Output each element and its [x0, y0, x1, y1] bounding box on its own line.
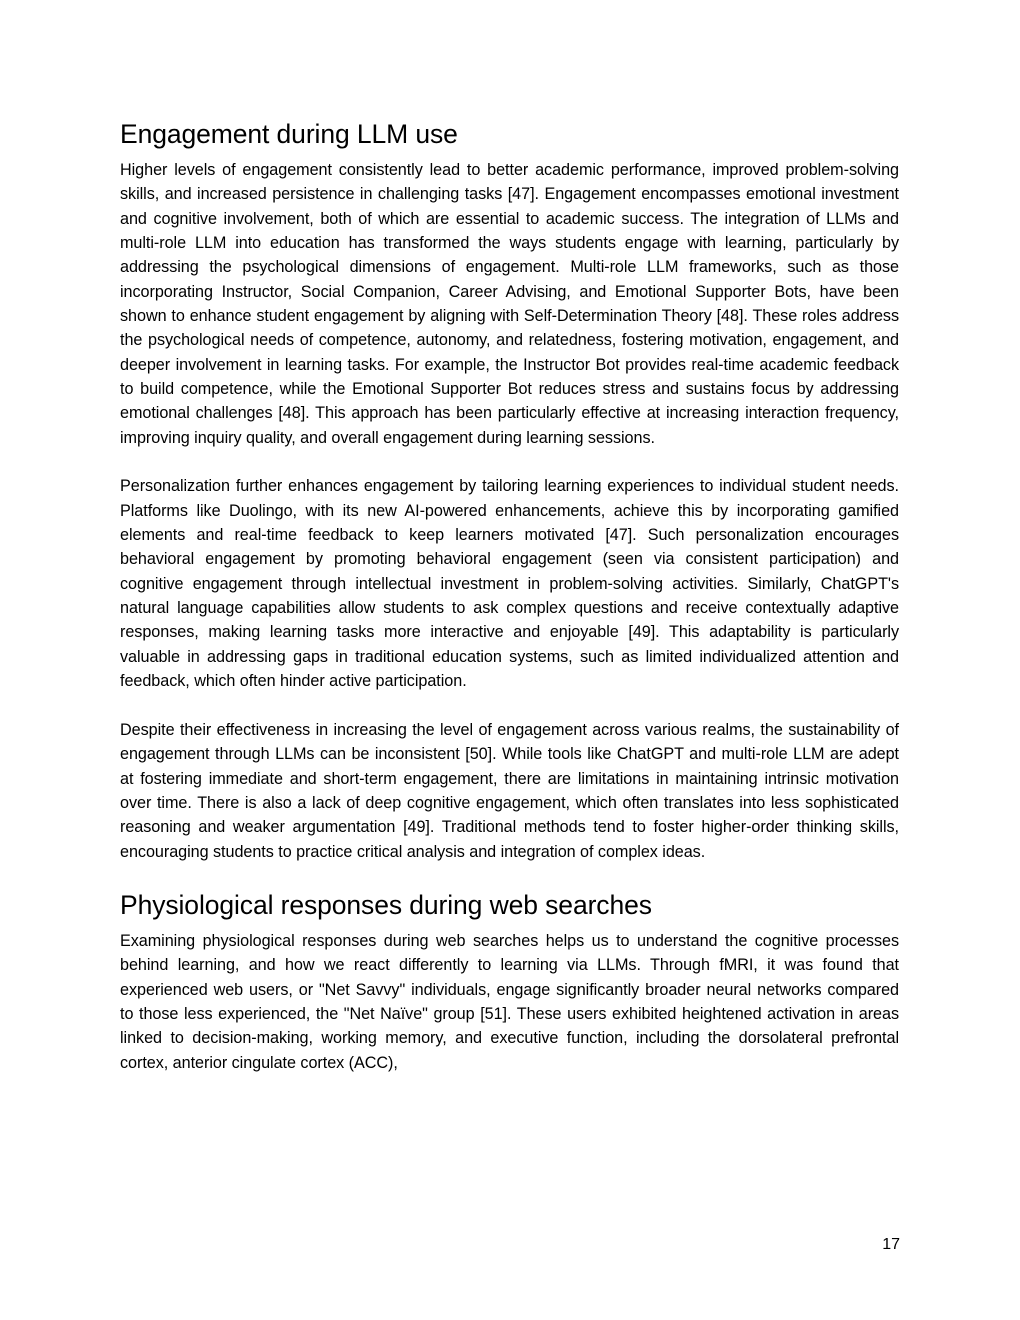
paragraph: Personalization further enhances engagement by tailoring learning experiences to individual student needs. Platforms like Duolingo, with its new AI-powered enhancements, achieve this by incorporating gamified elements and real-time feedback to keep learners motivated [47]. Such personalization encourages behavioral engagement by promoting behavioral engagement (seen via consistent participation) and cognitive engagement through intellectual investment in problem-solving activities. Similarly, ChatGPT's natural language capabilities allow students to ask complex questions and receive contextually adaptive responses, making learning tasks more interactive and enjoyable [49]. This adaptability is particularly valuable in addressing gaps in traditional education systems, such as limited individualized attention and feedback, which often hinder active participation. [120, 477, 899, 691]
section-heading: Engagement during LLM use [120, 119, 458, 149]
section-heading: Physiological responses during web searches [120, 889, 652, 920]
section-physiological-responses [120, 887, 899, 1075]
paragraph: Examining physiological responses during web searches helps us to understand the cognitive processes behind learning, and how we react differently to learning via LLMs. Through fMRI, it was found that experienced web users, or "Net Savvy" individuals, engage significantly broader neural networks compared to those less experienced, the "Net Naïve" group [51]. These users exhibited heightened activation in areas linked to decision-making, working memory, and executive function, including the dorsolateral prefrontal cortex, anterior cingulate cortex (ACC), [120, 931, 899, 1072]
paragraph: Despite their effectiveness in increasing the level of engagement across various realms, the sustainability of engagement through LLMs can be inconsistent [50]. While tools like ChatGPT and multi-role LLM are adept at fostering immediate and short-term engagement, there are limitations in maintaining intrinsic motivation over time. There is also a lack of deep cognitive engagement, which often translates into less sophisticated reasoning and weaker argumentation [49]. Traditional methods tend to foster higher-order thinking skills, encouraging students to practice critical analysis and integration of complex ideas. [120, 720, 899, 861]
paragraph: Higher levels of engagement consistently lead to better academic performance, improved problem-solving skills, and increased persistence in challenging tasks [47]. Engagement encompasses emotional investment and cognitive involvement, both of which are essential to academic success. The integration of LLMs and multi-role LLM into education has transformed the ways students engage with learning, particularly by addressing the psychological dimensions of engagement. Multi-role LLM frameworks, such as those incorporating Instructor, Social Companion, Career Advising, and Emotional Supporter Bots, have been shown to enhance student engagement by aligning with Self-Determination Theory [48]. These roles address the psychological needs of competence, autonomy, and relatedness, fostering motivation, engagement, and deeper involvement in learning tasks. For example, the Instructor Bot provides real-time academic feedback to build competence, while the Emotional Supporter Bot reduces stress and sustains focus by addressing emotional challenges [48]. This approach has been particularly effective at increasing interaction frequency, improving inquiry quality, and overall engagement during learning sessions. [120, 161, 899, 447]
page-number: 17 [882, 1236, 900, 1253]
section-engagement-during-llm-use [120, 116, 899, 864]
document-page [120, 116, 899, 1099]
